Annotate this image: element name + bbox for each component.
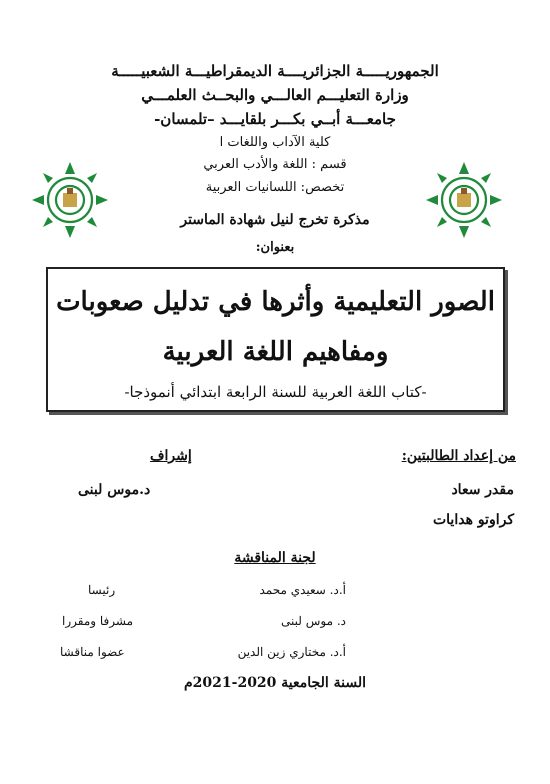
committee-member-2-role: مشرفا ومقررا bbox=[62, 614, 134, 628]
faculty-heading: كلية الآداب واللغات ا bbox=[219, 135, 331, 150]
memo-heading: مذكرة تخرج لنيل شهادة الماستر bbox=[180, 212, 370, 228]
supervisor-name: د.موس لبنى bbox=[78, 482, 151, 498]
student-1-name: مقدر سعاد bbox=[451, 482, 514, 498]
title-line-1: الصور التعليمية وأثرها في تدليل صعوبات bbox=[56, 287, 495, 317]
committee-member-1-name: أ.د. سعيدي محمد bbox=[259, 583, 346, 597]
university-heading: جامعـــة أبــي بكـــر بلقايـــد –تلمسان- bbox=[154, 110, 396, 128]
committee-member-3-role: عضوا مناقشا bbox=[60, 645, 125, 659]
ministry-heading: وزارة التعليـــم العالـــي والبحــث العلمـــي bbox=[141, 86, 409, 104]
specialty-heading: تخصص: اللسانيات العربية bbox=[205, 180, 345, 195]
supervision-label: إشراف bbox=[150, 448, 192, 464]
subtitle: -كتاب اللغة العربية للسنة الرابعة ابتدائي أنموذجا- bbox=[124, 383, 427, 401]
committee-member-1-role: رئيسا bbox=[88, 583, 116, 597]
title-label: بعنوان: bbox=[255, 240, 295, 255]
title-line-2: ومفاهيم اللغة العربية bbox=[162, 337, 389, 367]
prepared-by-label: من إعداد الطالبتين: bbox=[401, 448, 516, 464]
academic-year: السنة الجامعية 2020-2021م bbox=[184, 675, 366, 691]
committee-title: لجنة المناقشة bbox=[234, 550, 316, 566]
student-2-name: كراوتو هدايات bbox=[432, 512, 514, 528]
title-box bbox=[46, 267, 505, 412]
committee-member-3-name: أ.د. مختاري زين الدين bbox=[237, 645, 346, 659]
left-university-emblem-icon bbox=[30, 160, 110, 240]
committee-member-2-name: د. موس لبنى bbox=[281, 614, 346, 628]
department-heading: قسم : اللغة والأدب العربي bbox=[203, 157, 347, 172]
right-university-emblem-icon bbox=[424, 160, 504, 240]
republic-heading: الجمهوريـــــة الجزائريــــة الديمقراطيـــة الشعبيـــــة bbox=[111, 62, 439, 80]
